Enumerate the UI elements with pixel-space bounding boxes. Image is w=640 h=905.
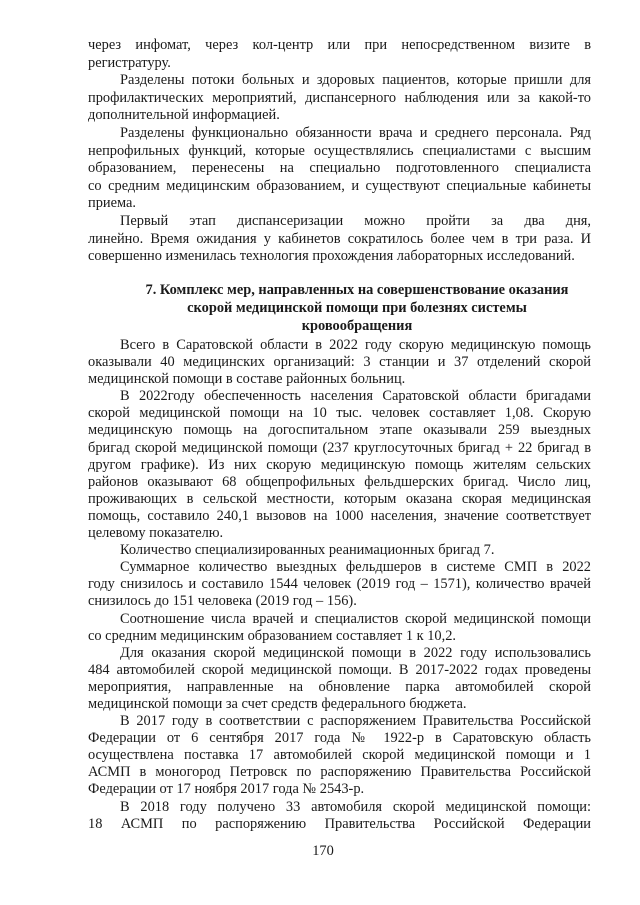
text-line: Всего в Саратовской области в 2022 году скорую медицинскую помощь xyxy=(120,337,591,353)
text-line: Разделены функционально обязанности врача и среднего персонала. Ряд xyxy=(120,124,591,141)
text-line: Для оказания скорой медицинской помощи в 2022 году использовались xyxy=(120,644,591,661)
paragraph xyxy=(88,542,591,559)
text-line: образованием, перенесены на специально подготовленного специалиста xyxy=(88,160,591,177)
text-line: 484 автомобилей скорой медицинской помощи. В 2017-2022 годах проведены xyxy=(88,661,591,678)
text-line: приема. xyxy=(88,195,136,212)
text-line: мероприятия, направленные на обновление парка автомобилей скорой xyxy=(88,678,591,695)
text-line: В 2022году обеспеченность населения Саратовской области бригадами xyxy=(120,388,591,405)
text-line: году снизилось и составило 1544 человек (2019 год – 1571), количество врачей xyxy=(88,576,591,593)
text-line: Федерации от 17 ноября 2017 года № 2543-р. xyxy=(88,781,365,798)
paragraph xyxy=(88,645,591,713)
heading-line: кровообращения xyxy=(301,318,413,334)
paragraph xyxy=(88,388,591,542)
text-line: дополнительной информацией. xyxy=(88,107,280,124)
text-line: регистратуру. xyxy=(88,54,171,71)
text-line: медицинскую помощь на догоспитальном этапе оказывали 259 выездных xyxy=(88,422,591,439)
paragraph xyxy=(88,72,591,125)
page-number: 170 xyxy=(312,843,334,859)
paragraph xyxy=(88,799,591,833)
text-line: АСМП в моногород Петровск по распоряжению Правительства Российской xyxy=(88,764,591,781)
text-line: бригад скорой медицинской помощи (237 круглосуточных бригад + 22 бригад в xyxy=(88,439,591,456)
text-line: Разделены потоки больных и здоровых пациентов, которые пришли для xyxy=(120,72,591,89)
text-line: со средним медицинским образованием составляет 1 к 10,2. xyxy=(88,627,457,644)
text-line: Первый этап диспансеризации можно пройти за два дня, xyxy=(120,212,591,229)
text-line: снизилось до 151 человека (2019 год – 156). xyxy=(88,593,357,610)
heading-line: скорой медицинской помощи при болезнях системы xyxy=(187,300,527,316)
text-line: помощь, составило 240,1 вызовов на 1000 населения, значение соответствует xyxy=(88,507,591,524)
text-line: через инфомат, через кол-центр или при непосредственном визите в xyxy=(88,37,591,53)
paragraph xyxy=(88,713,591,798)
text-line: осуществлена поставка 17 автомобилей скорой медицинской помощи и 1 xyxy=(88,747,591,764)
text-line: 18 АСМП по распоряжению Правительства Российской Федерации xyxy=(88,815,591,832)
text-line: Федерации от 6 сентября 2017 года № 1922-р в Саратовскую область xyxy=(88,730,591,747)
text-line: В 2018 году получено 33 автомобиля скорой медицинской помощи: xyxy=(120,798,591,815)
text-line: медицинской помощи в составе районных больниц. xyxy=(88,371,406,388)
text-line: непрофильных функций, которые осуществлялись специалистами с высшим xyxy=(88,142,591,159)
text-line: Количество специализированных реанимационных бригад 7. xyxy=(120,542,495,559)
text-line: Соотношение числа врачей и специалистов скорой медицинской помощи xyxy=(120,610,591,627)
text-line: другом графике). Из них скорую медицинскую помощь жителям сельских xyxy=(88,456,591,473)
paragraph xyxy=(88,611,591,645)
section-body xyxy=(88,337,591,833)
paragraph xyxy=(88,125,591,213)
text-line: совершенно изменилась технология прохождения лабораторных исследований. xyxy=(88,248,575,265)
intro-text xyxy=(88,37,591,266)
text-line: оказывали 40 медицинских организаций: 3 станции и 37 отделений скорой xyxy=(88,354,591,371)
text-line: В 2017 году в соответствии с распоряжением Правительства Российской xyxy=(120,713,591,730)
text-line: районов оказывают 68 общепрофильных фельдшерских бригад. Число лиц, xyxy=(88,473,591,490)
text-line: профилактических мероприятий, диспансерного наблюдения или за какой-то xyxy=(88,89,591,106)
text-line: проживающих в сельской местности, которым оказана скорая медицинская xyxy=(88,490,591,507)
section-heading xyxy=(122,281,592,335)
text-line: Суммарное количество выездных фельдшеров в системе СМП в 2022 xyxy=(120,559,591,576)
text-line: со средним медицинским образованием, и существуют специальные кабинеты xyxy=(88,177,591,194)
paragraph xyxy=(88,37,591,72)
text-line: скорой медицинской помощи на 10 тыс. человек составляет 1,08. Скорую xyxy=(88,405,591,422)
text-line: медицинской помощи за счет средств федерального бюджета. xyxy=(88,695,467,712)
paragraph xyxy=(88,559,591,610)
text-line: целевому показателю. xyxy=(88,525,224,542)
heading-line: 7. Комплекс мер, направленных на совершенствование оказания xyxy=(145,282,569,298)
paragraph xyxy=(88,213,591,266)
paragraph xyxy=(88,337,591,388)
text-line: линейно. Время ожидания у кабинетов сократилось более чем в три раза. И xyxy=(88,230,591,247)
